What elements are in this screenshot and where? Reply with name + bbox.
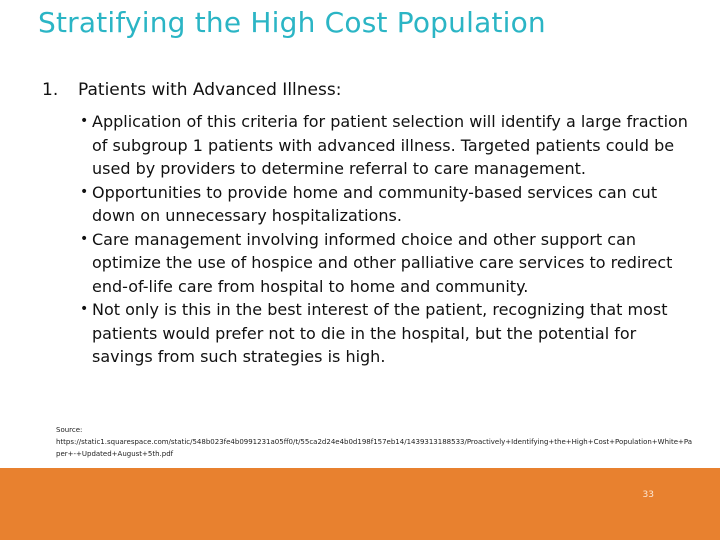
section-heading-text: Patients with Advanced Illness: <box>78 80 342 100</box>
bullet-icon: • <box>80 183 89 200</box>
bullet-text: Opportunities to provide home and community-based services can cut down on unnecessary hospitalizations. <box>92 182 658 225</box>
bullet-icon: • <box>80 113 89 129</box>
bullet-icon: • <box>80 230 89 247</box>
bullet-text: Care management involving informed choice and other support can optimize the use of hospice and other palliative care services to redirect end-of-life care from hospital to home and community. <box>92 229 673 296</box>
bullet-text: Application of this criteria for patient selection will identify a large fraction of subgroup 1 patients with advanced illness. Targeted patients could be used by providers to determine referral to care management. <box>92 112 688 178</box>
bullet-item <box>80 298 700 369</box>
slide-title: Stratifying the High Cost Population <box>38 6 546 39</box>
bullet-item <box>80 110 700 181</box>
footer-bar <box>0 468 720 540</box>
source-label: Source: <box>56 426 83 434</box>
page-number: 33 <box>642 490 654 500</box>
section-heading <box>42 80 341 100</box>
bullet-item <box>80 181 700 228</box>
bullet-text: Not only is this in the best interest of the patient, recognizing that most patients would prefer not to die in the hospital, but the potential for savings from such strategies is high. <box>92 300 668 366</box>
bullet-icon: • <box>80 301 89 317</box>
section-number: 1. <box>42 80 59 100</box>
source-link[interactable]: https://static1.squarespace.com/static/548b023fe4b0991231a05ff0/t/55ca2d24e4b0d198f157eb14/1439313188533/Proactively+Identifying+the+High+Cost+Population+White+Paper+-+Updated+August+5th.pdf <box>56 438 693 458</box>
bullet-list <box>80 110 700 369</box>
bullet-item <box>80 228 700 299</box>
source-note <box>56 424 696 460</box>
